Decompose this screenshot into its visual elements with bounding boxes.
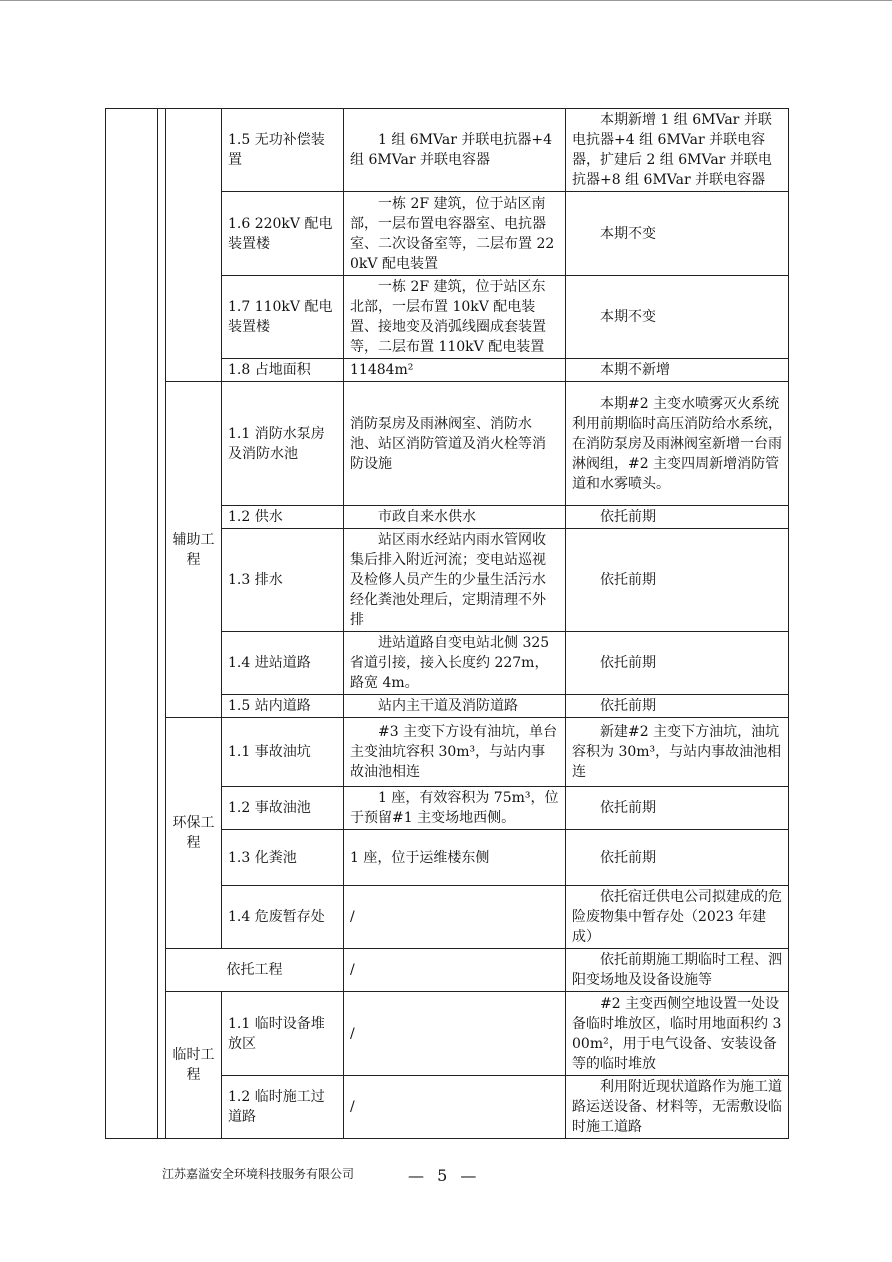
change-cell: 依托前期 bbox=[566, 695, 789, 718]
table-row bbox=[106, 109, 789, 192]
desc-cell: 站内主干道及消防道路 bbox=[344, 695, 566, 718]
change-cell: 依托前期 bbox=[566, 632, 789, 695]
category-cell-temp: 临时工程 bbox=[166, 992, 222, 1139]
table-row bbox=[106, 382, 789, 506]
item-cell: 1.4 进站道路 bbox=[222, 632, 344, 695]
change-cell: 依托前期施工期临时工程、泗阳变场地及设备设施等 bbox=[566, 949, 789, 992]
item-cell: 1.1 临时设备堆放区 bbox=[222, 992, 344, 1076]
desc-cell: / bbox=[344, 886, 566, 949]
inner-col-blank bbox=[158, 109, 166, 1139]
change-cell: 新建#2 主变下方油坑，油坑容积为 30m³，与站内事故油池相连 bbox=[566, 718, 789, 787]
item-cell: 1.8 占地面积 bbox=[222, 359, 344, 382]
outer-col-blank bbox=[106, 109, 158, 1139]
desc-cell: / bbox=[344, 949, 566, 992]
desc-cell: 1 座，有效容积为 75m³，位于预留#1 主变场地西侧。 bbox=[344, 787, 566, 830]
desc-cell: 一栋 2F 建筑，位于站区南部，一层布置电容器室、电抗器室、二次设备室等，二层布置 220kV 配电装置 bbox=[344, 192, 566, 276]
change-cell: #2 主变西侧空地设置一处设备临时堆放区，临时用地面积约 300m²，用于电气设备、安装设备等的临时堆放 bbox=[566, 992, 789, 1076]
item-cell: 1.5 无功补偿装置 bbox=[222, 109, 344, 192]
desc-cell: / bbox=[344, 1076, 566, 1139]
change-cell: 依托前期 bbox=[566, 787, 789, 830]
desc-cell: 一栋 2F 建筑，位于站区东北部，一层布置 10kV 配电装置、接地变及消弧线圈成套装置等，二层布置 110kV 配电装置 bbox=[344, 276, 566, 359]
item-cell: 1.2 事故油池 bbox=[222, 787, 344, 830]
change-cell: 本期新增 1 组 6MVar 并联电抗器+4 组 6MVar 并联电容器，扩建后 2 组 6MVar 并联电抗器+8 组 6MVar 并联电容器 bbox=[566, 109, 789, 192]
table-row bbox=[106, 718, 789, 787]
page-number: — 5 — bbox=[408, 1166, 481, 1185]
desc-cell: / bbox=[344, 992, 566, 1076]
item-cell: 1.2 供水 bbox=[222, 506, 344, 529]
desc-cell: 进站道路自变电站北侧 325 省道引接，接入长度约 227m，路宽 4m。 bbox=[344, 632, 566, 695]
category-cell-rely: 依托工程 bbox=[166, 949, 344, 992]
table-row bbox=[106, 949, 789, 992]
desc-cell: 11484m² bbox=[344, 359, 566, 382]
item-cell: 1.3 化粪池 bbox=[222, 830, 344, 886]
item-cell: 1.7 110kV 配电装置楼 bbox=[222, 276, 344, 359]
change-cell: 依托前期 bbox=[566, 529, 789, 632]
project-composition-table bbox=[105, 108, 789, 1139]
category-cell-main bbox=[166, 109, 222, 382]
desc-cell: 站区雨水经站内雨水管网收集后排入附近河流；变电站巡视及检修人员产生的少量生活污水经化粪池处理后，定期清理不外排 bbox=[344, 529, 566, 632]
category-cell-aux: 辅助工程 bbox=[166, 382, 222, 718]
change-cell: 依托前期 bbox=[566, 506, 789, 529]
change-cell: 本期不变 bbox=[566, 276, 789, 359]
change-cell: 利用附近现状道路作为施工道路运送设备、材料等，无需敷设临时施工道路 bbox=[566, 1076, 789, 1139]
change-cell: 本期不新增 bbox=[566, 359, 789, 382]
desc-cell: 消防泵房及雨淋阀室、消防水池、站区消防管道及消火栓等消防设施 bbox=[344, 382, 566, 506]
table-row bbox=[106, 992, 789, 1076]
item-cell: 1.3 排水 bbox=[222, 529, 344, 632]
change-cell: 本期不变 bbox=[566, 192, 789, 276]
footer-company: 江苏嘉溢安全环境科技服务有限公司 bbox=[162, 1167, 355, 1181]
item-cell: 1.1 事故油坑 bbox=[222, 718, 344, 787]
change-cell: 依托宿迁供电公司拟建成的危险废物集中暂存处（2023 年建成） bbox=[566, 886, 789, 949]
item-cell: 1.1 消防水泵房及消防水池 bbox=[222, 382, 344, 506]
desc-cell: 1 座，位于运维楼东侧 bbox=[344, 830, 566, 886]
item-cell: 1.5 站内道路 bbox=[222, 695, 344, 718]
item-cell: 1.2 临时施工过道路 bbox=[222, 1076, 344, 1139]
change-cell: 依托前期 bbox=[566, 830, 789, 886]
desc-cell: #3 主变下方设有油坑，单台主变油坑容积 30m³，与站内事故油池相连 bbox=[344, 718, 566, 787]
desc-cell: 市政自来水供水 bbox=[344, 506, 566, 529]
item-cell: 1.6 220kV 配电装置楼 bbox=[222, 192, 344, 276]
item-cell: 1.4 危废暂存处 bbox=[222, 886, 344, 949]
category-cell-env: 环保工程 bbox=[166, 718, 222, 949]
change-cell: 本期#2 主变水喷雾灭火系统利用前期临时高压消防给水系统，在消防泵房及雨淋阀室新增一台雨淋阀组，#2 主变四周新增消防管道和水雾喷头。 bbox=[566, 382, 789, 506]
desc-cell: 1 组 6MVar 并联电抗器+4 组 6MVar 并联电容器 bbox=[344, 109, 566, 192]
page-top-rule bbox=[0, 0, 892, 1]
